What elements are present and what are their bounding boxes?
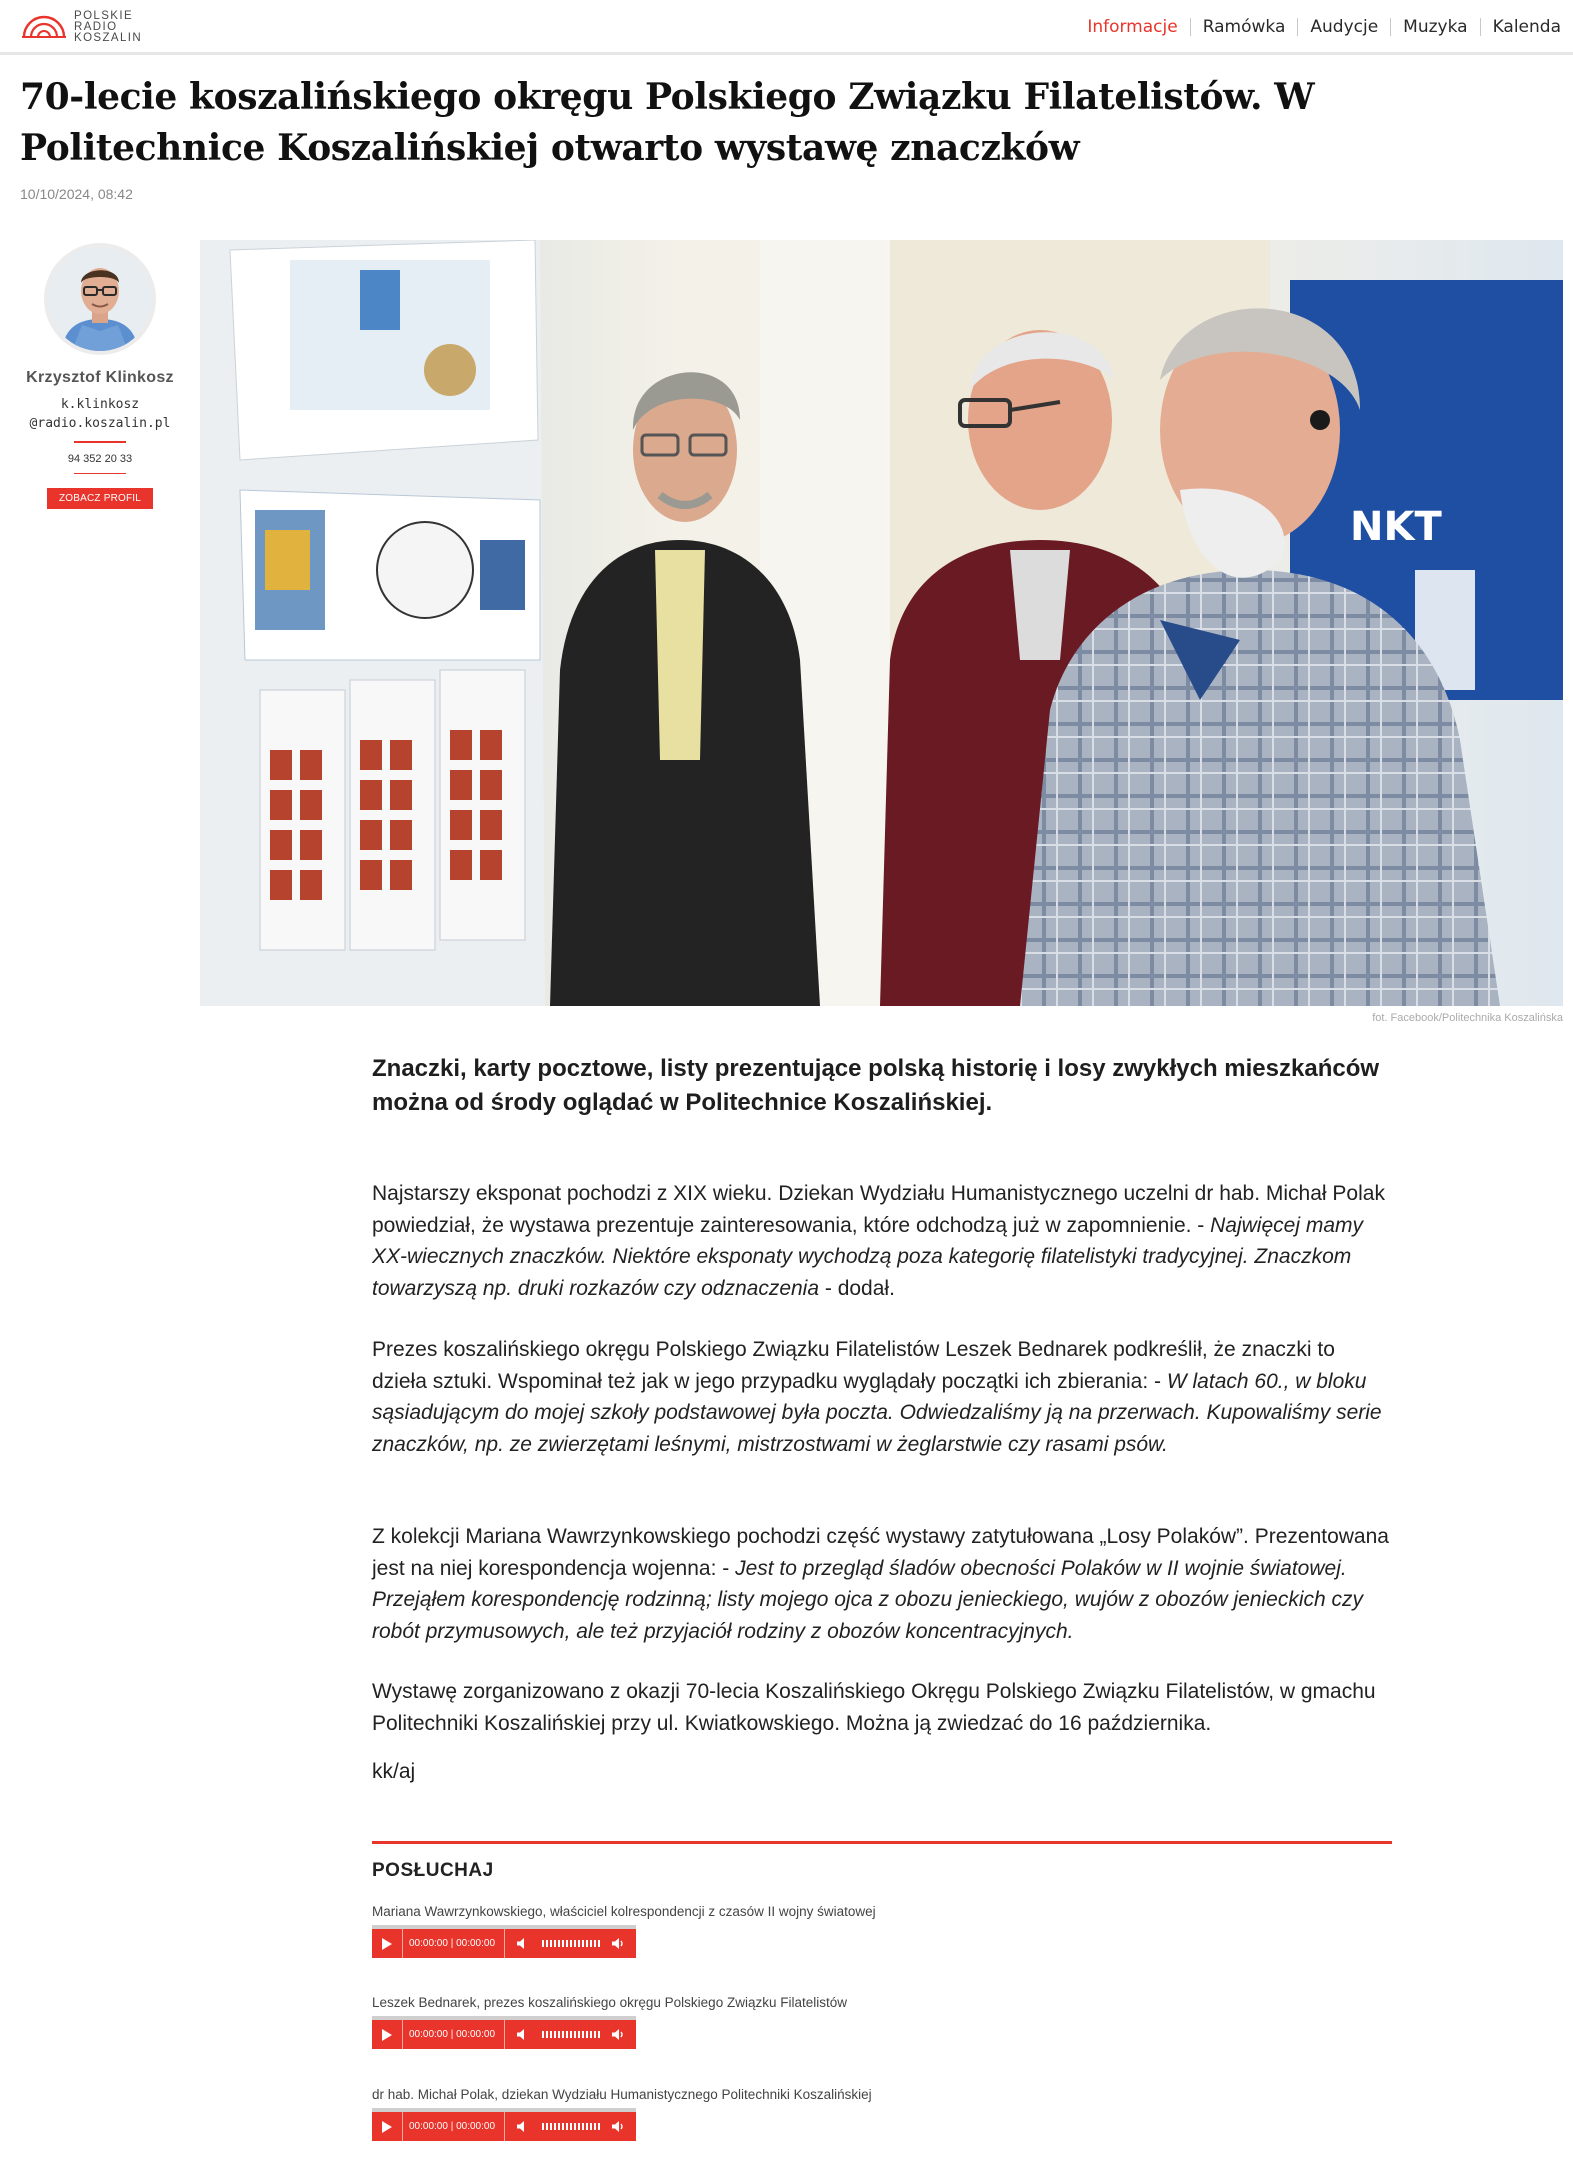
paragraph-text: - dodał.	[819, 1276, 895, 1300]
article-photo	[200, 240, 1563, 1006]
author-name[interactable]: Krzysztof Klinkosz	[26, 369, 174, 386]
mute-icon	[517, 1938, 528, 1949]
site-logo[interactable]	[20, 6, 142, 48]
quote-text: Najwięcej mamy XX-wiecznych znaczków. Niektóre eksponaty wychodzą poza kategorię filatelistyki tradycyjnej. Znaczkom towarzyszą np. druki rozkazów czy odznaczenia	[372, 1213, 1363, 1300]
volume-max-button[interactable]	[608, 1929, 628, 1958]
volume-max-button[interactable]	[608, 2112, 628, 2141]
player-divider	[504, 1929, 505, 1958]
divider	[74, 441, 126, 443]
article-signature: kk/aj	[372, 1760, 416, 1783]
avatar-image	[48, 247, 152, 351]
volume-max-button[interactable]	[608, 2020, 628, 2049]
mute-button[interactable]	[512, 2020, 532, 2049]
author-email-line: @radio.koszalin.pl	[29, 416, 171, 431]
logo-line: KOSZALIN	[74, 31, 143, 44]
audio-track-label: dr hab. Michał Polak, dziekan Wydziału Humanistycznego Politechniki Koszalińskiej	[372, 2087, 872, 2102]
play-button[interactable]	[372, 2112, 402, 2141]
audio-player	[372, 2108, 636, 2141]
volume-max-icon	[612, 2029, 625, 2040]
photo-caption: fot. Facebook/Politechnika Koszalińska	[1372, 1012, 1563, 1024]
svg-text:NKT: NKT	[1350, 504, 1442, 550]
author-box	[14, 240, 186, 509]
volume-slider[interactable]	[542, 2123, 600, 2130]
audio-track-label: Leszek Bednarek, prezes koszalińskiego okręgu Polskiego Związku Filatelistów	[372, 1995, 847, 2010]
nav-item-informacje[interactable]: Informacje	[1087, 17, 1178, 37]
audio-track	[372, 2087, 872, 2141]
main-nav	[1075, 17, 1573, 37]
audio-time: 00:00:00 | 00:00:00	[409, 2121, 496, 2132]
top-navigation-bar	[0, 0, 1573, 55]
see-profile-button[interactable]: ZOBACZ PROFIL	[47, 488, 153, 509]
listen-heading: POSŁUCHAJ	[372, 1860, 494, 1881]
player-divider	[402, 1929, 403, 1958]
article-body	[372, 1052, 1392, 2132]
logo-text	[74, 11, 142, 44]
listen-section	[372, 1841, 1392, 2132]
volume-max-icon	[612, 2121, 625, 2132]
author-email[interactable]	[14, 395, 186, 433]
audio-time: 00:00:00 | 00:00:00	[409, 1938, 496, 1949]
logo-line: POLSKIE	[74, 9, 134, 22]
paragraph-text: Prezes koszalińskiego okręgu Polskiego Związku Filatelistów Leszek Bednarek podkreślił, że znaczki to dzieła sztuki. Wspominał też jak w jego przypadku wyglądały początki ich zbierania: -	[372, 1338, 1335, 1393]
play-button[interactable]	[372, 1929, 402, 1958]
audio-track	[372, 1995, 847, 2049]
nav-item-ramowka[interactable]: Ramówka	[1202, 17, 1286, 37]
article-lead: Znaczki, karty pocztowe, listy prezentujące polską historię i losy zwykłych mieszkańców można od środy oglądać w Politechnice Koszalińskiej.	[372, 1055, 1380, 1116]
article-date: 10/10/2024, 08:42	[20, 186, 133, 202]
mute-icon	[517, 2121, 528, 2132]
audio-player	[372, 1925, 636, 1958]
player-divider	[504, 2112, 505, 2141]
audio-track	[372, 1904, 876, 1958]
radio-logo-icon	[20, 7, 68, 47]
article-paragraph	[372, 1178, 1392, 1304]
player-divider	[504, 2020, 505, 2049]
article-paragraph	[372, 1334, 1392, 1460]
divider	[74, 473, 126, 474]
nav-item-audycje[interactable]: Audycje	[1310, 17, 1379, 37]
logo-line: RADIO	[74, 20, 118, 33]
article-title: 70-lecie koszalińskiego okręgu Polskiego Związku Filatelistów. W Politechnice Koszalińskiej otwarto wystawę znaczków	[20, 76, 1315, 169]
play-icon	[382, 1938, 392, 1950]
article-paragraph: Wystawę zorganizowano z okazji 70-lecia Koszalińskiego Okręgu Polskiego Związku Filatelistów, w gmachu Politechniki Koszalińskiej przy ul. Kwiatkowskiego. Można ją zwiedzać do 16 października.	[372, 1680, 1376, 1735]
volume-slider[interactable]	[542, 1940, 600, 1947]
quote-text: Jest to przegląd śladów obecności Polaków w II wojnie światowej. Przejąłem korespondencję rodzinną; listy mojego ojca z obozu jenieckiego, wujów z obozów jenieckich czy robót przymusowych, ale też przyjaciół rodziny z obozów koncentracyjnych.	[372, 1556, 1364, 1643]
mute-button[interactable]	[512, 1929, 532, 1958]
audio-track-label: Mariana Wawrzynkowskiego, właściciel kolrespondencji z czasów II wojny światowej	[372, 1904, 876, 1919]
paragraph-text: Z kolekcji Mariana Wawrzynkowskiego pochodzi część wystawy zatytułowana „Losy Polaków”. Prezentowana jest na niej korespondencja wojenna: -	[372, 1525, 1389, 1580]
play-button[interactable]	[372, 2020, 402, 2049]
author-phone: 94 352 20 33	[67, 453, 133, 465]
volume-slider[interactable]	[542, 2031, 600, 2038]
mute-icon	[517, 2029, 528, 2040]
nav-item-kalendarz[interactable]: Kalenda	[1492, 17, 1561, 37]
exhibition-photo-illustration	[200, 240, 1563, 1006]
article-paragraph	[372, 1521, 1392, 1647]
nav-item-muzyka[interactable]: Muzyka	[1403, 17, 1468, 37]
author-avatar[interactable]	[48, 247, 152, 351]
paragraph-text: Najstarszy eksponat pochodzi z XIX wieku. Dziekan Wydziału Humanistycznego uczelni dr hab. Michał Polak powiedział, że wystawa prezentuje zainteresowania, które odchodzą już w zapomnienie. -	[372, 1182, 1385, 1237]
audio-player	[372, 2016, 636, 2049]
mute-button[interactable]	[512, 2112, 532, 2141]
author-email-line: k.klinkosz	[60, 397, 140, 412]
play-icon	[382, 2029, 392, 2041]
player-divider	[402, 2112, 403, 2141]
audio-time: 00:00:00 | 00:00:00	[409, 2029, 496, 2040]
play-icon	[382, 2121, 392, 2133]
volume-max-icon	[612, 1938, 625, 1949]
player-divider	[402, 2020, 403, 2049]
quote-text: W latach 60., w bloku sąsiadującym do mojej szkoły podstawowej była poczta. Odwiedzaliśmy ją na przerwach. Kupowaliśmy serie znaczków, np. ze zwierzętami leśnymi, mistrzostwami w żeglarstwie czy rasami psów.	[372, 1369, 1382, 1456]
